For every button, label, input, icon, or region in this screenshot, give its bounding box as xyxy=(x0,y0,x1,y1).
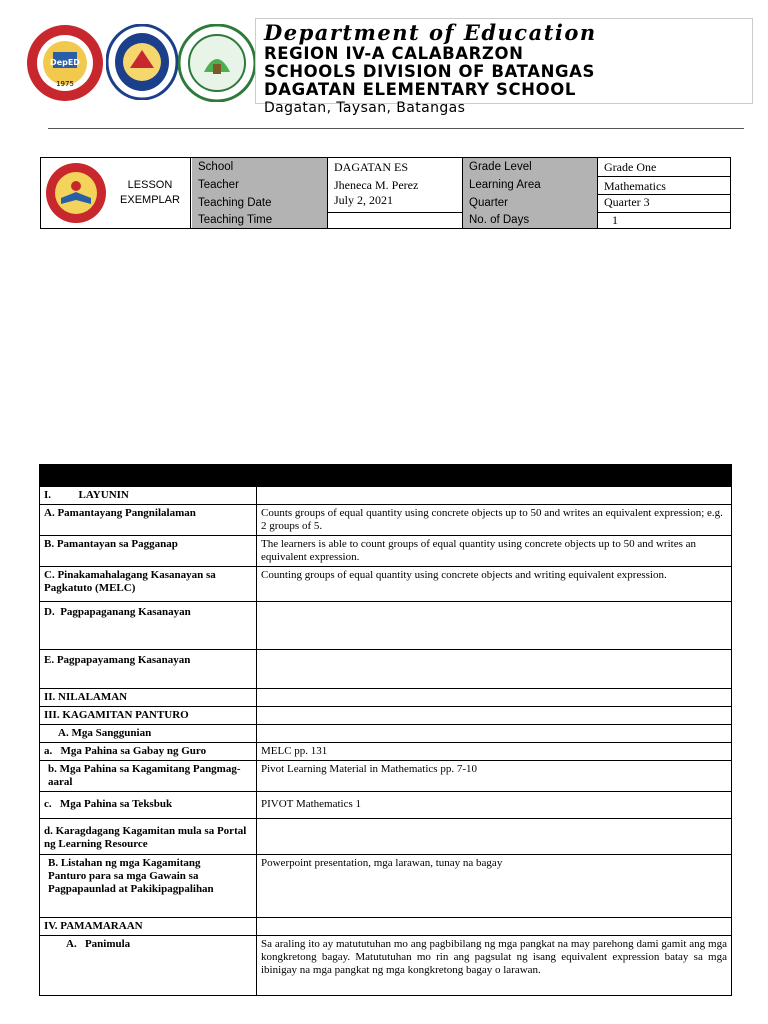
row-label: IV. PAMAMARAAN xyxy=(40,918,257,936)
no-of-days-label: No. of Days xyxy=(463,212,597,228)
lesson-info-table xyxy=(40,157,731,229)
row-label: b. Mga Pahina sa Kagamitang Pangmag-aaral xyxy=(40,761,257,792)
grade-level-label: Grade Level xyxy=(463,159,597,175)
table-row xyxy=(40,936,732,996)
school-address: Dagatan, Taysan, Batangas xyxy=(264,100,466,116)
row-value: Pivot Learning Material in Mathematics pp. 7-10 xyxy=(257,761,732,792)
row-label: III. KAGAMITAN PANTURO xyxy=(40,707,257,725)
row-label: I. LAYUNIN xyxy=(40,487,257,505)
table-row xyxy=(40,918,732,936)
table-row xyxy=(40,602,732,650)
row-label: II. NILALAMAN xyxy=(40,689,257,707)
district-seal-icon xyxy=(106,24,178,100)
department-title: Department of Education xyxy=(264,20,597,45)
row-value xyxy=(257,602,732,650)
header-divider xyxy=(48,128,744,129)
seal-year-label: 1975 xyxy=(56,80,74,88)
row-label: C. Pinakamahalagang Kasanayan sa Pagkatuto (MELC) xyxy=(40,567,257,602)
table-row xyxy=(40,819,732,855)
lesson-label: LESSON xyxy=(127,179,173,191)
table-row xyxy=(40,487,732,505)
row-label: B. Pamantayan sa Pagganap xyxy=(40,536,257,567)
row-value xyxy=(257,650,732,689)
row-value: Sa araling ito ay matututuhan mo ang pagbibilang ng mga pangkat na may parehong dami gamit ang mga kongkretong bagay. Matututuhan mo rin ang pagsulat ng isang equivalent expression batay sa mga ibinigay na mga pangkat ng mga kongkretong bagay o larawan. xyxy=(257,936,732,996)
row-label: A. Panimula xyxy=(40,936,257,996)
school-seal-icon xyxy=(178,24,256,102)
lesson-exemplar-cell xyxy=(41,158,191,228)
row-value xyxy=(257,487,732,505)
division-seal-icon xyxy=(26,24,104,102)
row-value: Powerpoint presentation, mga larawan, tunay na bagay xyxy=(257,855,732,918)
row-value: The learners is able to count groups of equal quantity using concrete objects up to 50 and writes an equivalent expression. xyxy=(257,536,732,567)
teacher-label: Teacher xyxy=(192,177,327,193)
grade-level-value: Grade One xyxy=(604,160,657,174)
table-row xyxy=(40,855,732,918)
row-label: c. Mga Pahina sa Teksbuk xyxy=(40,792,257,819)
school-title: DAGATAN ELEMENTARY SCHOOL xyxy=(264,80,576,99)
row-value: Counts groups of equal quantity using concrete objects up to 50 and writes an equivalent expression; e.g. 2 groups of 5. xyxy=(257,505,732,536)
lesson-plan-table xyxy=(39,464,732,996)
table-row xyxy=(40,743,732,761)
school-value: DAGATAN ES xyxy=(334,160,409,174)
row-value: MELC pp. 131 xyxy=(257,743,732,761)
teaching-date-value: July 2, 2021 xyxy=(334,193,394,207)
row-label: d. Karagdagang Kagamitan mula sa Portal ng Learning Resource xyxy=(40,819,257,855)
exemplar-label: EXEMPLAR xyxy=(120,194,180,206)
division-title: SCHOOLS DIVISION OF BATANGAS xyxy=(264,62,596,81)
teaching-date-label: Teaching Date xyxy=(192,195,327,211)
row-value: Counting groups of equal quantity using concrete objects and writing equivalent expression. xyxy=(257,567,732,602)
letterhead xyxy=(255,18,753,116)
lesson-exemplar-title xyxy=(113,178,187,208)
table-row xyxy=(40,650,732,689)
table-row xyxy=(40,505,732,536)
row-value xyxy=(257,918,732,936)
table-row xyxy=(40,707,732,725)
regional-seal-icon xyxy=(45,162,107,224)
row-label: A. Mga Sanggunian xyxy=(40,725,257,743)
seal-deped-label: DepED xyxy=(50,58,80,67)
table-row xyxy=(40,689,732,707)
row-value: PIVOT Mathematics 1 xyxy=(257,792,732,819)
table-row xyxy=(40,536,732,567)
teacher-value: Jheneca M. Perez xyxy=(334,178,419,192)
table-header-row xyxy=(40,465,732,487)
row-label: B. Listahan ng mga Kagamitang Panturo para sa mga Gawain sa Pagpapaunlad at Pakikipagpalihan xyxy=(40,855,257,918)
table-row xyxy=(40,761,732,792)
row-label: A. Pamantayang Pangnilalaman xyxy=(40,505,257,536)
row-label: a. Mga Pahina sa Gabay ng Guro xyxy=(40,743,257,761)
no-of-days-value: 1 xyxy=(612,213,618,227)
region-title: REGION IV-A CALABARZON xyxy=(264,44,524,63)
school-label: School xyxy=(192,159,327,175)
row-label: E. Pagpapayamang Kasanayan xyxy=(40,650,257,689)
row-value xyxy=(257,689,732,707)
learning-area-value: Mathematics xyxy=(604,179,666,193)
learning-area-label: Learning Area xyxy=(463,177,597,193)
row-value xyxy=(257,725,732,743)
table-row xyxy=(40,567,732,602)
row-label: D. Pagpapaganang Kasanayan xyxy=(40,602,257,650)
teaching-time-label: Teaching Time xyxy=(192,212,327,228)
row-value xyxy=(257,819,732,855)
quarter-value: Quarter 3 xyxy=(604,195,650,209)
quarter-label: Quarter xyxy=(463,195,597,211)
table-row xyxy=(40,725,732,743)
row-value xyxy=(257,707,732,725)
table-row xyxy=(40,792,732,819)
